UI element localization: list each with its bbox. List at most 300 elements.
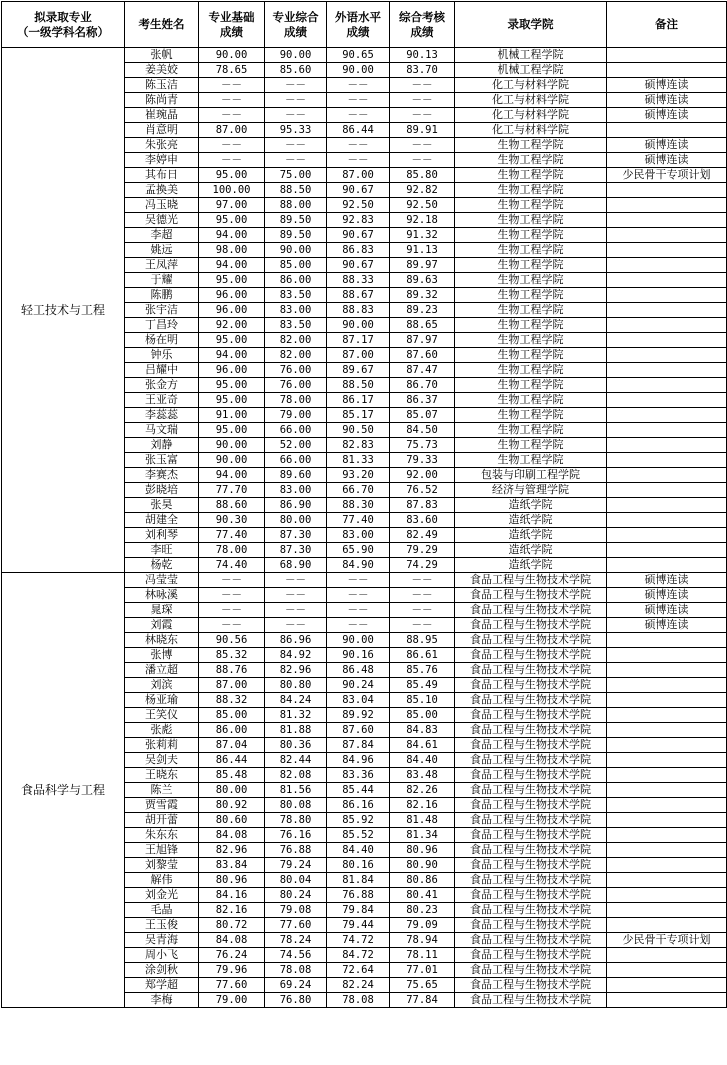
header-college: 录取学院 (455, 2, 607, 48)
college-cell: 生物工程学院 (455, 453, 607, 468)
comp-score-cell: －－ (265, 138, 327, 153)
college-cell: 造纸学院 (455, 558, 607, 573)
student-name-cell: 郑学超 (125, 978, 199, 993)
basic-score-cell: －－ (199, 93, 265, 108)
comp-score-cell: 79.08 (265, 903, 327, 918)
note-cell: 硕博连读 (607, 93, 727, 108)
basic-score-cell: －－ (199, 588, 265, 603)
college-cell: 生物工程学院 (455, 408, 607, 423)
college-cell: 生物工程学院 (455, 153, 607, 168)
basic-score-cell: 90.56 (199, 633, 265, 648)
student-name-cell: 张彪 (125, 723, 199, 738)
header-row (2, 2, 727, 48)
comp-score-cell: 85.00 (265, 258, 327, 273)
student-name-cell: 王凤萍 (125, 258, 199, 273)
college-cell: 机械工程学院 (455, 48, 607, 63)
basic-score-cell: 92.00 (199, 318, 265, 333)
lang-score-cell: 90.00 (327, 63, 390, 78)
college-cell: 食品工程与生物技术学院 (455, 618, 607, 633)
note-cell (607, 528, 727, 543)
total-score-cell: －－ (390, 138, 455, 153)
lang-score-cell: 90.00 (327, 633, 390, 648)
lang-score-cell: 85.17 (327, 408, 390, 423)
basic-score-cell: 80.00 (199, 783, 265, 798)
student-name-cell: 陈玉洁 (125, 78, 199, 93)
basic-score-cell: 95.00 (199, 393, 265, 408)
student-name-cell: 丁昌玲 (125, 318, 199, 333)
comp-score-cell: 85.60 (265, 63, 327, 78)
lang-score-cell: 87.00 (327, 348, 390, 363)
note-cell: 少民骨干专项计划 (607, 168, 727, 183)
comp-score-cell: 52.00 (265, 438, 327, 453)
college-cell: 化工与材料学院 (455, 123, 607, 138)
note-cell (607, 918, 727, 933)
college-cell: 食品工程与生物技术学院 (455, 768, 607, 783)
basic-score-cell: 78.00 (199, 543, 265, 558)
lang-score-cell: 88.67 (327, 288, 390, 303)
basic-score-cell: 80.92 (199, 798, 265, 813)
comp-score-cell: 86.90 (265, 498, 327, 513)
student-name-cell: 王亚奇 (125, 393, 199, 408)
total-score-cell: 92.50 (390, 198, 455, 213)
student-name-cell: 于耀 (125, 273, 199, 288)
table-row (2, 48, 727, 63)
header-major: 拟录取专业 （一级学科名称） (2, 2, 125, 48)
college-cell: 食品工程与生物技术学院 (455, 813, 607, 828)
college-cell: 食品工程与生物技术学院 (455, 798, 607, 813)
total-score-cell: 80.90 (390, 858, 455, 873)
note-cell (607, 693, 727, 708)
basic-score-cell: 84.08 (199, 933, 265, 948)
student-name-cell: 朱东东 (125, 828, 199, 843)
comp-score-cell: 81.56 (265, 783, 327, 798)
lang-score-cell: 77.40 (327, 513, 390, 528)
total-score-cell: 87.83 (390, 498, 455, 513)
total-score-cell: 90.13 (390, 48, 455, 63)
comp-score-cell: 80.08 (265, 798, 327, 813)
lang-score-cell: 90.00 (327, 318, 390, 333)
college-cell: 生物工程学院 (455, 183, 607, 198)
total-score-cell: －－ (390, 108, 455, 123)
note-cell (607, 63, 727, 78)
basic-score-cell: 80.72 (199, 918, 265, 933)
college-cell: 食品工程与生物技术学院 (455, 903, 607, 918)
header-name: 考生姓名 (125, 2, 199, 48)
total-score-cell: 80.86 (390, 873, 455, 888)
student-name-cell: 张博 (125, 648, 199, 663)
note-cell: 硕博连读 (607, 78, 727, 93)
college-cell: 造纸学院 (455, 498, 607, 513)
note-cell (607, 408, 727, 423)
college-cell: 食品工程与生物技术学院 (455, 708, 607, 723)
student-name-cell: 杨亚瑜 (125, 693, 199, 708)
college-cell: 化工与材料学院 (455, 93, 607, 108)
comp-score-cell: 77.60 (265, 918, 327, 933)
college-cell: 食品工程与生物技术学院 (455, 738, 607, 753)
note-cell (607, 483, 727, 498)
total-score-cell: 84.61 (390, 738, 455, 753)
total-score-cell: －－ (390, 573, 455, 588)
comp-score-cell: －－ (265, 78, 327, 93)
lang-score-cell: 81.33 (327, 453, 390, 468)
note-cell (607, 738, 727, 753)
basic-score-cell: 82.16 (199, 903, 265, 918)
college-cell: 食品工程与生物技术学院 (455, 588, 607, 603)
lang-score-cell: 92.50 (327, 198, 390, 213)
total-score-cell: 85.10 (390, 693, 455, 708)
note-cell (607, 393, 727, 408)
note-cell (607, 228, 727, 243)
note-cell (607, 963, 727, 978)
total-score-cell: 89.97 (390, 258, 455, 273)
comp-score-cell: －－ (265, 93, 327, 108)
note-cell (607, 768, 727, 783)
total-score-cell: 85.49 (390, 678, 455, 693)
lang-score-cell: 90.65 (327, 48, 390, 63)
lang-score-cell: 83.36 (327, 768, 390, 783)
basic-score-cell: 82.96 (199, 843, 265, 858)
note-cell (607, 663, 727, 678)
college-cell: 食品工程与生物技术学院 (455, 828, 607, 843)
lang-score-cell: －－ (327, 618, 390, 633)
college-cell: 生物工程学院 (455, 363, 607, 378)
note-cell (607, 183, 727, 198)
lang-score-cell: 81.84 (327, 873, 390, 888)
basic-score-cell: －－ (199, 78, 265, 93)
student-name-cell: 刘金光 (125, 888, 199, 903)
student-name-cell: 吴剑夫 (125, 753, 199, 768)
college-cell: 食品工程与生物技术学院 (455, 963, 607, 978)
note-cell (607, 273, 727, 288)
student-name-cell: 张莉莉 (125, 738, 199, 753)
basic-score-cell: 94.00 (199, 348, 265, 363)
comp-score-cell: 80.04 (265, 873, 327, 888)
student-name-cell: 张昊 (125, 498, 199, 513)
college-cell: 生物工程学院 (455, 228, 607, 243)
student-name-cell: 胡开蕾 (125, 813, 199, 828)
lang-score-cell: 88.83 (327, 303, 390, 318)
comp-score-cell: 82.00 (265, 333, 327, 348)
note-cell (607, 753, 727, 768)
student-name-cell: 涂剑秋 (125, 963, 199, 978)
basic-score-cell: 84.08 (199, 828, 265, 843)
college-cell: 食品工程与生物技术学院 (455, 663, 607, 678)
basic-score-cell: 78.65 (199, 63, 265, 78)
college-cell: 生物工程学院 (455, 348, 607, 363)
basic-score-cell: 88.60 (199, 498, 265, 513)
total-score-cell: 89.63 (390, 273, 455, 288)
note-cell (607, 48, 727, 63)
total-score-cell: 86.61 (390, 648, 455, 663)
student-name-cell: 陈尚青 (125, 93, 199, 108)
total-score-cell: 92.18 (390, 213, 455, 228)
note-cell (607, 198, 727, 213)
student-name-cell: 刘静 (125, 438, 199, 453)
note-cell (607, 423, 727, 438)
comp-score-cell: －－ (265, 588, 327, 603)
college-cell: 包装与印刷工程学院 (455, 468, 607, 483)
total-score-cell: 79.29 (390, 543, 455, 558)
lang-score-cell: 86.48 (327, 663, 390, 678)
student-name-cell: 吕耀中 (125, 363, 199, 378)
student-name-cell: 冯玉晓 (125, 198, 199, 213)
note-cell: 硕博连读 (607, 588, 727, 603)
lang-score-cell: 83.00 (327, 528, 390, 543)
student-name-cell: 刘滨 (125, 678, 199, 693)
header-total-score: 综合考核 成绩 (390, 2, 455, 48)
comp-score-cell: 90.00 (265, 243, 327, 258)
header-lang-score: 外语水平 成绩 (327, 2, 390, 48)
basic-score-cell: 77.70 (199, 483, 265, 498)
total-score-cell: 88.95 (390, 633, 455, 648)
total-score-cell: －－ (390, 93, 455, 108)
student-name-cell: 冯莹莹 (125, 573, 199, 588)
student-name-cell: 王旭锋 (125, 843, 199, 858)
comp-score-cell: 76.80 (265, 993, 327, 1008)
college-cell: 食品工程与生物技术学院 (455, 783, 607, 798)
basic-score-cell: 86.00 (199, 723, 265, 738)
note-cell (607, 318, 727, 333)
note-cell (607, 888, 727, 903)
college-cell: 生物工程学院 (455, 198, 607, 213)
lang-score-cell: 82.24 (327, 978, 390, 993)
total-score-cell: 82.16 (390, 798, 455, 813)
college-cell: 生物工程学院 (455, 138, 607, 153)
college-cell: 食品工程与生物技术学院 (455, 633, 607, 648)
student-name-cell: 朱张亮 (125, 138, 199, 153)
basic-score-cell: 95.00 (199, 213, 265, 228)
college-cell: 食品工程与生物技术学院 (455, 648, 607, 663)
basic-score-cell: 88.32 (199, 693, 265, 708)
lang-score-cell: －－ (327, 603, 390, 618)
basic-score-cell: 95.00 (199, 333, 265, 348)
comp-score-cell: 87.30 (265, 543, 327, 558)
note-cell: 硕博连读 (607, 153, 727, 168)
total-score-cell: 77.01 (390, 963, 455, 978)
comp-score-cell: 81.88 (265, 723, 327, 738)
note-cell (607, 813, 727, 828)
student-name-cell: 李旺 (125, 543, 199, 558)
college-cell: 食品工程与生物技术学院 (455, 753, 607, 768)
basic-score-cell: 86.44 (199, 753, 265, 768)
college-cell: 食品工程与生物技术学院 (455, 873, 607, 888)
student-name-cell: 孟換美 (125, 183, 199, 198)
college-cell: 生物工程学院 (455, 288, 607, 303)
note-cell (607, 558, 727, 573)
college-cell: 食品工程与生物技术学院 (455, 948, 607, 963)
basic-score-cell: 80.96 (199, 873, 265, 888)
lang-score-cell: 88.50 (327, 378, 390, 393)
note-cell (607, 633, 727, 648)
basic-score-cell: 90.00 (199, 453, 265, 468)
total-score-cell: 83.60 (390, 513, 455, 528)
total-score-cell: －－ (390, 603, 455, 618)
lang-score-cell: 82.83 (327, 438, 390, 453)
basic-score-cell: 90.30 (199, 513, 265, 528)
basic-score-cell: －－ (199, 573, 265, 588)
comp-score-cell: 87.30 (265, 528, 327, 543)
comp-score-cell: 84.24 (265, 693, 327, 708)
total-score-cell: 78.11 (390, 948, 455, 963)
total-score-cell: －－ (390, 78, 455, 93)
student-name-cell: 王玉俊 (125, 918, 199, 933)
comp-score-cell: 76.00 (265, 363, 327, 378)
student-name-cell: 毛晶 (125, 903, 199, 918)
student-name-cell: 李赛杰 (125, 468, 199, 483)
major-cell: 轻工技术与工程 (2, 48, 125, 573)
basic-score-cell: －－ (199, 108, 265, 123)
note-cell: 硕博连读 (607, 603, 727, 618)
lang-score-cell: 85.44 (327, 783, 390, 798)
note-cell (607, 498, 727, 513)
comp-score-cell: －－ (265, 108, 327, 123)
comp-score-cell: 83.00 (265, 483, 327, 498)
comp-score-cell: 74.56 (265, 948, 327, 963)
student-name-cell: 李超 (125, 228, 199, 243)
total-score-cell: 84.50 (390, 423, 455, 438)
comp-score-cell: 82.00 (265, 348, 327, 363)
comp-score-cell: 68.90 (265, 558, 327, 573)
note-cell (607, 708, 727, 723)
total-score-cell: 75.65 (390, 978, 455, 993)
total-score-cell: 92.82 (390, 183, 455, 198)
table-row (2, 573, 727, 588)
total-score-cell: 78.94 (390, 933, 455, 948)
total-score-cell: 89.32 (390, 288, 455, 303)
student-name-cell: 解伟 (125, 873, 199, 888)
lang-score-cell: －－ (327, 138, 390, 153)
lang-score-cell: 79.44 (327, 918, 390, 933)
college-cell: 生物工程学院 (455, 258, 607, 273)
college-cell: 生物工程学院 (455, 168, 607, 183)
total-score-cell: 80.96 (390, 843, 455, 858)
comp-score-cell: －－ (265, 603, 327, 618)
comp-score-cell: 76.88 (265, 843, 327, 858)
total-score-cell: 89.23 (390, 303, 455, 318)
college-cell: 食品工程与生物技术学院 (455, 888, 607, 903)
comp-score-cell: 66.00 (265, 423, 327, 438)
comp-score-cell: 88.00 (265, 198, 327, 213)
lang-score-cell: －－ (327, 588, 390, 603)
basic-score-cell: 94.00 (199, 258, 265, 273)
college-cell: 生物工程学院 (455, 423, 607, 438)
college-cell: 食品工程与生物技术学院 (455, 918, 607, 933)
total-score-cell: 88.65 (390, 318, 455, 333)
basic-score-cell: 95.00 (199, 168, 265, 183)
note-cell: 硕博连读 (607, 618, 727, 633)
lang-score-cell: 84.96 (327, 753, 390, 768)
lang-score-cell: －－ (327, 93, 390, 108)
note-cell (607, 258, 727, 273)
college-cell: 食品工程与生物技术学院 (455, 693, 607, 708)
note-cell: 硕博连读 (607, 138, 727, 153)
student-name-cell: 王笑仪 (125, 708, 199, 723)
lang-score-cell: 79.84 (327, 903, 390, 918)
admission-table (1, 1, 727, 1008)
basic-score-cell: 77.60 (199, 978, 265, 993)
basic-score-cell: 96.00 (199, 303, 265, 318)
student-name-cell: 马文瑞 (125, 423, 199, 438)
lang-score-cell: －－ (327, 573, 390, 588)
lang-score-cell: 76.88 (327, 888, 390, 903)
lang-score-cell: 87.00 (327, 168, 390, 183)
lang-score-cell: 89.67 (327, 363, 390, 378)
table-body (2, 48, 727, 1008)
lang-score-cell: 88.30 (327, 498, 390, 513)
lang-score-cell: －－ (327, 153, 390, 168)
note-cell (607, 858, 727, 873)
total-score-cell: 74.29 (390, 558, 455, 573)
basic-score-cell: 95.00 (199, 273, 265, 288)
student-name-cell: 周小飞 (125, 948, 199, 963)
note-cell: 少民骨干专项计划 (607, 933, 727, 948)
note-cell (607, 903, 727, 918)
comp-score-cell: 79.24 (265, 858, 327, 873)
lang-score-cell: 90.16 (327, 648, 390, 663)
total-score-cell: 87.60 (390, 348, 455, 363)
basic-score-cell: 97.00 (199, 198, 265, 213)
college-cell: 生物工程学院 (455, 393, 607, 408)
lang-score-cell: －－ (327, 108, 390, 123)
comp-score-cell: 80.36 (265, 738, 327, 753)
note-cell (607, 123, 727, 138)
college-cell: 生物工程学院 (455, 378, 607, 393)
student-name-cell: 杨乾 (125, 558, 199, 573)
comp-score-cell: 88.50 (265, 183, 327, 198)
student-name-cell: 陈兰 (125, 783, 199, 798)
student-name-cell: 张玉富 (125, 453, 199, 468)
total-score-cell: 82.26 (390, 783, 455, 798)
total-score-cell: 82.49 (390, 528, 455, 543)
basic-score-cell: 91.00 (199, 408, 265, 423)
lang-score-cell: 88.33 (327, 273, 390, 288)
comp-score-cell: 66.00 (265, 453, 327, 468)
lang-score-cell: 85.52 (327, 828, 390, 843)
basic-score-cell: 96.00 (199, 363, 265, 378)
lang-score-cell: 93.20 (327, 468, 390, 483)
college-cell: 生物工程学院 (455, 318, 607, 333)
basic-score-cell: 94.00 (199, 228, 265, 243)
student-name-cell: 姚远 (125, 243, 199, 258)
basic-score-cell: 88.76 (199, 663, 265, 678)
student-name-cell: 林晓东 (125, 633, 199, 648)
lang-score-cell: 72.64 (327, 963, 390, 978)
lang-score-cell: 86.16 (327, 798, 390, 813)
comp-score-cell: 83.00 (265, 303, 327, 318)
note-cell (607, 993, 727, 1008)
student-name-cell: 张金方 (125, 378, 199, 393)
comp-score-cell: 78.24 (265, 933, 327, 948)
basic-score-cell: 90.00 (199, 438, 265, 453)
college-cell: 化工与材料学院 (455, 78, 607, 93)
comp-score-cell: 76.00 (265, 378, 327, 393)
note-cell (607, 438, 727, 453)
lang-score-cell: 65.90 (327, 543, 390, 558)
total-score-cell: 85.00 (390, 708, 455, 723)
student-name-cell: 刘霞 (125, 618, 199, 633)
college-cell: 食品工程与生物技术学院 (455, 978, 607, 993)
comp-score-cell: 75.00 (265, 168, 327, 183)
comp-score-cell: 89.60 (265, 468, 327, 483)
comp-score-cell: 86.00 (265, 273, 327, 288)
college-cell: 生物工程学院 (455, 243, 607, 258)
basic-score-cell: 87.00 (199, 123, 265, 138)
total-score-cell: －－ (390, 618, 455, 633)
comp-score-cell: 81.32 (265, 708, 327, 723)
comp-score-cell: 95.33 (265, 123, 327, 138)
college-cell: 经济与管理学院 (455, 483, 607, 498)
college-cell: 生物工程学院 (455, 273, 607, 288)
